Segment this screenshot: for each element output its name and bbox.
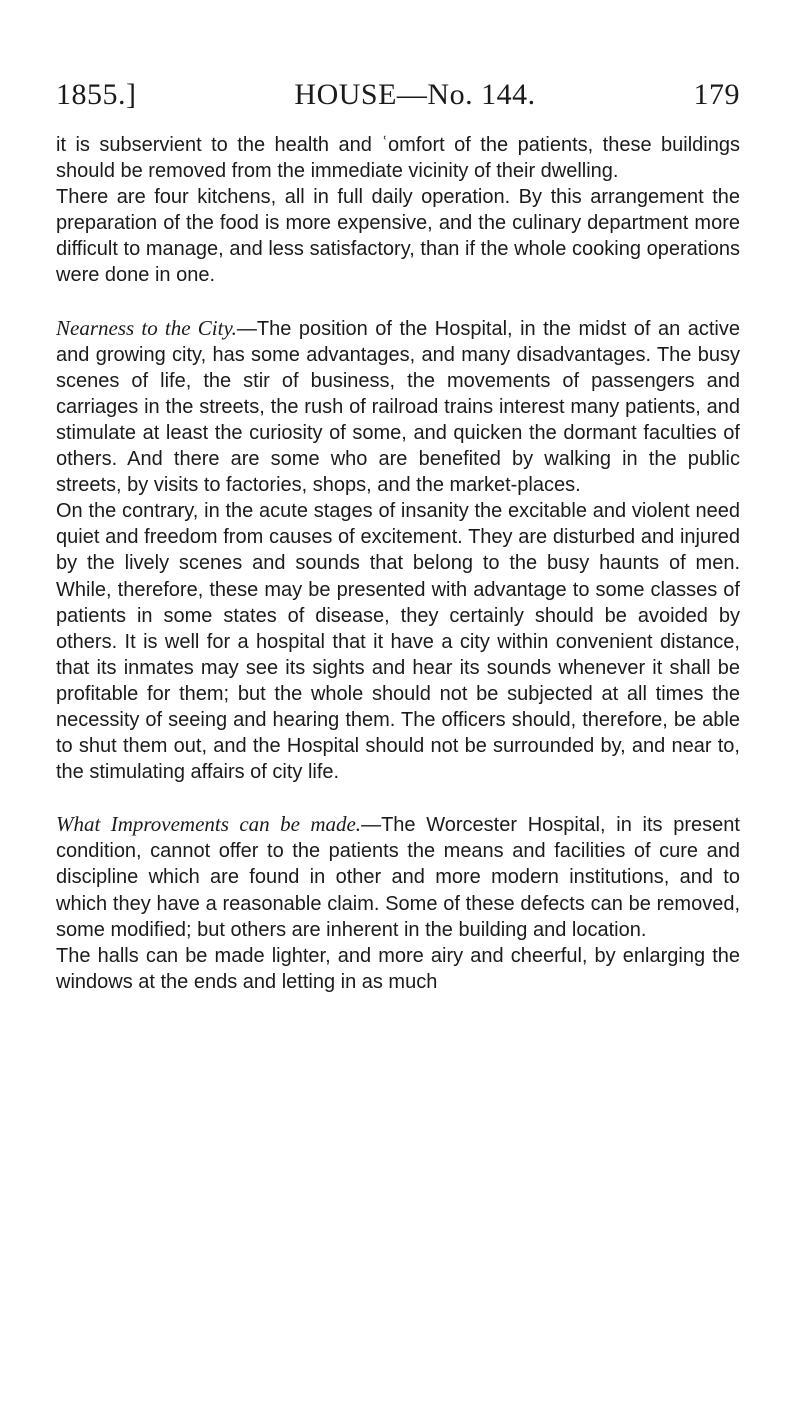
paragraph-6-text: The halls can be made lighter, and more airy and cheerful, by enlarging the windows at the ends and letting in as much (56, 944, 740, 993)
header-year: 1855.] (56, 78, 137, 111)
paragraph-1-text: it is subservient to the health and ʿomfort of the patients, these buildings should be removed from the immediate vicinity of their dwelling. (56, 134, 740, 183)
paragraph-4 (56, 498, 740, 785)
paragraph-5-text: —The Worcester Hospital, in its present condition, cannot offer to the patients the means and facilities of cure and discipline which are found in other and more modern institutions, and to which they have a reasonable claim. Some of these defects can be removed, some modified; but others are inherent in the building and location. (56, 814, 740, 941)
section-spacer (56, 289, 740, 315)
header-title: HOUSE—No. 144. (294, 78, 536, 111)
body-text (56, 132, 740, 995)
section-heading-nearness: Nearness to the City. (56, 315, 237, 340)
running-head (56, 78, 740, 112)
paragraph-6 (56, 943, 740, 995)
paragraph-3 (56, 315, 740, 499)
paragraph-3-text: —The position of the Hospital, in the midst of an active and growing city, has some advantages, and many disadvantages. The busy scenes of life, the stir of business, the movements of passengers and carriages in the streets, the rush of railroad trains interest many patients, and stimulate at least the curiosity of some, and quicken the dormant faculties of others. And there are some who are benefited by walking in the public streets, by visits to factories, shops, and the market-places. (56, 317, 740, 497)
document-page (56, 78, 740, 995)
section-spacer (56, 785, 740, 811)
paragraph-2-text: There are four kitchens, all in full daily operation. By this arrangement the preparation of the food is more expensive, and the culinary department more difficult to manage, and less satisfactory, than if the whole cooking operations were done in one. (56, 186, 740, 287)
paragraph-5 (56, 811, 740, 942)
paragraph-2 (56, 184, 740, 288)
section-heading-improvements: What Improvements can be made. (56, 812, 362, 837)
paragraph-1 (56, 132, 740, 184)
paragraph-4-text: On the contrary, in the acute stages of insanity the excitable and violent need quiet and freedom from causes of excitement. They are disturbed and injured by the lively scenes and sounds that belong to the busy haunts of men. While, therefore, these may be presented with advantage to some classes of patients in some states of disease, they certainly should be avoided by others. It is well for a hospital that it have a city within convenient distance, that its inmates may see its sights and hear its sounds whenever it shall be profitable for them; but the whole should not be subjected at all times the necessity of seeing and hearing them. The officers should, therefore, be able to shut them out, and the Hospital should not be surrounded by, and near to, the stimulating affairs of city life. (56, 500, 740, 784)
header-page-number: 179 (693, 78, 740, 111)
